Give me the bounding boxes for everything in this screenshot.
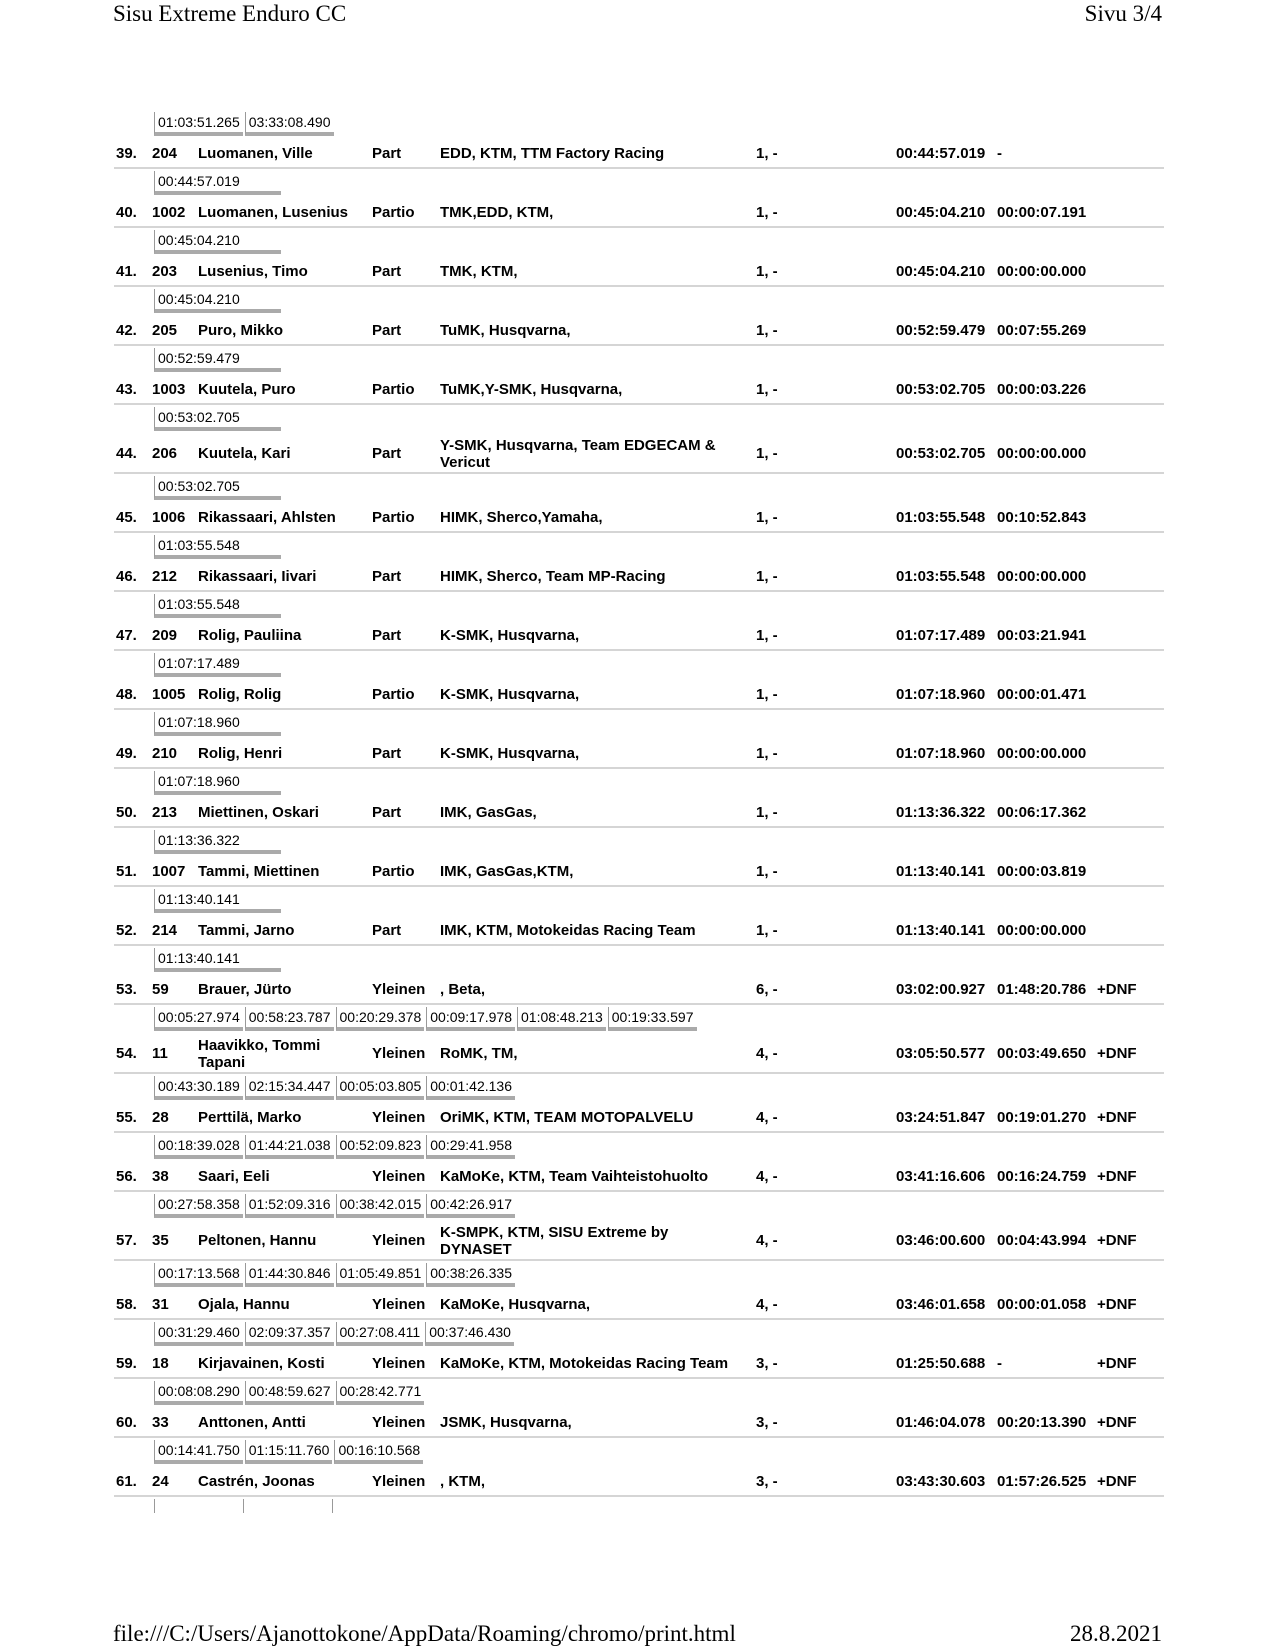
total-time-cell: 00:53:02.705 [896, 445, 986, 462]
bib-number-cell: 35 [152, 1232, 169, 1249]
split-time: 00:31:29.460 [154, 1322, 243, 1346]
rank-cell: 48. [116, 686, 137, 703]
gap-cell: - [997, 145, 1002, 162]
status-cell: +DNF [1097, 1232, 1137, 1249]
rank-cell: 44. [116, 445, 137, 462]
split-times-row [114, 1261, 1164, 1291]
split-time: 00:05:27.974 [154, 1007, 243, 1031]
bib-number-cell: 205 [152, 322, 178, 339]
split-times-row [114, 405, 1164, 435]
laps-cell: 1, - [756, 322, 778, 339]
total-time-cell: 01:25:50.688 [896, 1355, 986, 1372]
bib-number-cell: 204 [152, 145, 178, 162]
split-times-row [114, 592, 1164, 622]
page-number: Sivu 3/4 [1084, 1, 1162, 26]
bib-number-cell: 18 [152, 1355, 169, 1372]
class-cell: Yleinen [372, 1414, 426, 1431]
split-times-row [114, 1192, 1164, 1222]
club-cell: RoMK, TM, [440, 1045, 518, 1062]
split-time: 00:27:58.358 [154, 1194, 243, 1218]
split-times-row [114, 1074, 1164, 1104]
result-row [114, 435, 1164, 474]
bib-number-cell: 11 [152, 1045, 168, 1062]
rank-cell: 59. [116, 1355, 137, 1372]
total-time-cell: 00:44:57.019 [896, 145, 986, 162]
bib-number-cell: 33 [152, 1414, 169, 1431]
split-time: 02:09:37.357 [245, 1322, 334, 1346]
laps-cell: 1, - [756, 922, 778, 939]
total-time-cell: 01:07:18.960 [896, 745, 986, 762]
gap-cell: 00:00:00.000 [997, 445, 1087, 462]
rider-name-cell: Rikassaari, Iivari [198, 568, 317, 585]
split-time: 01:07:18.960 [154, 771, 281, 795]
split-time: 00:45:04.210 [154, 230, 281, 254]
split-times-row [114, 474, 1164, 504]
rank-cell: 53. [116, 981, 137, 998]
result-row [114, 140, 1164, 169]
result-row [114, 1035, 1164, 1074]
class-cell: Yleinen [372, 981, 426, 998]
laps-cell: 1, - [756, 445, 778, 462]
result-row [114, 858, 1164, 887]
rank-cell: 57. [116, 1232, 137, 1249]
bib-number-cell: 214 [152, 922, 178, 939]
class-cell: Yleinen [372, 1168, 426, 1185]
split-time: 01:52:09.316 [245, 1194, 334, 1218]
class-cell: Yleinen [372, 1296, 426, 1313]
split-times-row [114, 651, 1164, 681]
split-times-row [114, 1497, 1164, 1527]
class-cell: Yleinen [372, 1355, 426, 1372]
rank-cell: 42. [116, 322, 137, 339]
split-time: 01:08:48.213 [517, 1007, 606, 1031]
club-cell: KaMoKe, KTM, Motokeidas Racing Team [440, 1355, 729, 1372]
rider-name-cell: Kuutela, Kari [198, 445, 291, 462]
bib-number-cell: 1006 [152, 509, 186, 526]
result-row [114, 799, 1164, 828]
rank-cell: 41. [116, 263, 137, 280]
total-time-cell: 03:43:30.603 [896, 1473, 986, 1490]
club-cell: IMK, KTM, Motokeidas Racing Team [440, 922, 696, 939]
result-row [114, 1468, 1164, 1497]
rank-cell: 43. [116, 381, 137, 398]
gap-cell: 00:00:01.471 [997, 686, 1087, 703]
total-time-cell: 01:07:18.960 [896, 686, 986, 703]
split-time: 00:58:23.787 [245, 1007, 334, 1031]
rank-cell: 39. [116, 145, 137, 162]
total-time-cell: 01:46:04.078 [896, 1414, 986, 1431]
club-cell: JSMK, Husqvarna, [440, 1414, 572, 1431]
result-row [114, 622, 1164, 651]
bib-number-cell: 31 [152, 1296, 169, 1313]
rider-name-cell: Ojala, Hannu [198, 1296, 290, 1313]
laps-cell: 1, - [756, 204, 778, 221]
bib-number-cell: 1007 [152, 863, 186, 880]
split-time: 01:07:17.489 [154, 653, 281, 677]
class-cell: Part [372, 568, 402, 585]
rider-name-cell: Saari, Eeli [198, 1168, 270, 1185]
laps-cell: 1, - [756, 804, 778, 821]
result-row [114, 1291, 1164, 1320]
bib-number-cell: 210 [152, 745, 178, 762]
split-time: 01:07:18.960 [154, 712, 281, 736]
gap-cell: 00:00:03.819 [997, 863, 1087, 880]
class-cell: Part [372, 322, 402, 339]
class-cell: Yleinen [372, 1109, 426, 1126]
rider-name-cell: Rikassaari, Ahlsten [198, 509, 336, 526]
rider-name-cell: Luomanen, Lusenius [198, 204, 349, 221]
split-time: 00:16:10.568 [334, 1440, 423, 1464]
split-time: 00:38:26.335 [426, 1263, 515, 1287]
status-cell: +DNF [1097, 981, 1137, 998]
laps-cell: 1, - [756, 686, 778, 703]
class-cell: Partio [372, 204, 415, 221]
club-cell: KaMoKe, Husqvarna, [440, 1296, 591, 1313]
split-time: 00:52:09.823 [336, 1135, 425, 1159]
rank-cell: 46. [116, 568, 137, 585]
rider-name-cell: Tammi, Jarno [198, 922, 295, 939]
rank-cell: 51. [116, 863, 137, 880]
gap-cell: 00:19:01.270 [997, 1109, 1087, 1126]
footer-date: 28.8.2021 [1070, 1621, 1162, 1646]
split-time: 01:13:40.141 [154, 889, 281, 913]
rank-cell: 50. [116, 804, 137, 821]
bib-number-cell: 1002 [152, 204, 186, 221]
gap-cell: 00:04:43.994 [997, 1232, 1087, 1249]
class-cell: Yleinen [372, 1232, 426, 1249]
laps-cell: 4, - [756, 1296, 778, 1313]
rider-name-cell: Kirjavainen, Kosti [198, 1355, 325, 1372]
split-time: 00:14:41.750 [154, 1440, 243, 1464]
total-time-cell: 00:53:02.705 [896, 381, 986, 398]
total-time-cell: 01:03:55.548 [896, 509, 986, 526]
split-time: 01:13:36.322 [154, 830, 281, 854]
laps-cell: 1, - [756, 145, 778, 162]
gap-cell: 00:00:03.226 [997, 381, 1087, 398]
total-time-cell: 03:46:00.600 [896, 1232, 986, 1249]
split-time: 01:03:51.265 [154, 112, 243, 136]
total-time-cell: 03:02:00.927 [896, 981, 986, 998]
split-time: 00:18:39.028 [154, 1135, 243, 1159]
gap-cell: 00:20:13.390 [997, 1414, 1087, 1431]
result-row [114, 563, 1164, 592]
total-time-cell: 03:41:16.606 [896, 1168, 986, 1185]
split-time: 00:29:41.958 [426, 1135, 515, 1159]
club-cell: , KTM, [440, 1473, 485, 1490]
total-time-cell: 01:13:40.141 [896, 863, 986, 880]
gap-cell: 00:16:24.759 [997, 1168, 1087, 1185]
status-cell: +DNF [1097, 1355, 1137, 1372]
result-row [114, 1409, 1164, 1438]
total-time-cell: 01:13:40.141 [896, 922, 986, 939]
gap-cell: - [997, 1355, 1002, 1372]
split-times-row [114, 228, 1164, 258]
class-cell: Partio [372, 509, 415, 526]
club-cell: TuMK,Y-SMK, Husqvarna, [440, 381, 623, 398]
result-row [114, 681, 1164, 710]
status-cell: +DNF [1097, 1168, 1137, 1185]
split-time: 00:01:42.136 [426, 1076, 515, 1100]
split-time: 00:52:59.479 [154, 348, 281, 372]
rank-cell: 49. [116, 745, 137, 762]
club-cell: IMK, GasGas,KTM, [440, 863, 574, 880]
result-row [114, 1104, 1164, 1133]
rank-cell: 40. [116, 204, 137, 221]
split-times-row [114, 1438, 1164, 1468]
split-times-row [114, 769, 1164, 799]
total-time-cell: 01:03:55.548 [896, 568, 986, 585]
gap-cell: 00:00:07.191 [997, 204, 1087, 221]
result-row [114, 199, 1164, 228]
class-cell: Part [372, 922, 402, 939]
gap-cell: 00:03:21.941 [997, 627, 1087, 644]
club-cell: TMK,EDD, KTM, [440, 204, 554, 221]
split-time: 00:48:59.627 [245, 1381, 334, 1405]
result-row [114, 740, 1164, 769]
class-cell: Partio [372, 381, 415, 398]
gap-cell: 01:48:20.786 [997, 981, 1087, 998]
club-cell: , Beta, [440, 981, 486, 998]
rider-name-cell: Lusenius, Timo [198, 263, 308, 280]
bib-number-cell: 212 [152, 568, 178, 585]
laps-cell: 4, - [756, 1168, 778, 1185]
split-time: 00:09:17.978 [426, 1007, 515, 1031]
rank-cell: 54. [116, 1045, 137, 1062]
split-time: 01:03:55.548 [154, 594, 281, 618]
page-header-title: Sisu Extreme Enduro CC [113, 1, 347, 26]
total-time-cell: 03:24:51.847 [896, 1109, 986, 1126]
class-cell: Part [372, 263, 402, 280]
bib-number-cell: 24 [152, 1473, 169, 1490]
club-cell: K-SMK, Husqvarna, [440, 686, 580, 703]
club-cell: Y-SMK, Husqvarna, Team EDGECAM & Vericut [440, 436, 716, 471]
result-row [114, 258, 1164, 287]
rank-cell: 56. [116, 1168, 137, 1185]
rank-cell: 61. [116, 1473, 137, 1490]
split-time: 02:15:34.447 [245, 1076, 334, 1100]
bib-number-cell: 59 [152, 981, 169, 998]
rider-name-cell: Rolig, Henri [198, 745, 283, 762]
club-cell: K-SMK, Husqvarna, [440, 627, 580, 644]
class-cell: Part [372, 745, 402, 762]
club-cell: TMK, KTM, [440, 263, 518, 280]
split-time: 01:44:21.038 [245, 1135, 334, 1159]
total-time-cell: 03:46:01.658 [896, 1296, 986, 1313]
gap-cell: 00:07:55.269 [997, 322, 1087, 339]
split-time: 00:53:02.705 [154, 476, 281, 500]
result-row [114, 1222, 1164, 1261]
bib-number-cell: 213 [152, 804, 178, 821]
gap-cell: 00:03:49.650 [997, 1045, 1087, 1062]
split-time: 00:38:42.015 [336, 1194, 425, 1218]
club-cell: K-SMK, Husqvarna, [440, 745, 580, 762]
result-row [114, 376, 1164, 405]
laps-cell: 1, - [756, 263, 778, 280]
bib-number-cell: 38 [152, 1168, 169, 1185]
rank-cell: 52. [116, 922, 137, 939]
laps-cell: 4, - [756, 1045, 778, 1062]
laps-cell: 3, - [756, 1473, 778, 1490]
split-time: 00:20:29.378 [336, 1007, 425, 1031]
total-time-cell: 03:05:50.577 [896, 1045, 986, 1062]
bib-number-cell: 206 [152, 445, 178, 462]
rider-name-cell: Puro, Mikko [198, 322, 284, 339]
bib-number-cell: 209 [152, 627, 178, 644]
club-cell: KaMoKe, KTM, Team Vaihteistohuolto [440, 1168, 709, 1185]
bib-number-cell: 28 [152, 1109, 169, 1126]
rider-name-cell: Anttonen, Antti [198, 1414, 306, 1431]
split-time: 01:44:30.846 [245, 1263, 334, 1287]
laps-cell: 4, - [756, 1109, 778, 1126]
gap-cell: 00:00:01.058 [997, 1296, 1087, 1313]
total-time-cell: 00:52:59.479 [896, 322, 986, 339]
bib-number-cell: 1005 [152, 686, 186, 703]
total-time-cell: 01:07:17.489 [896, 627, 986, 644]
status-cell: +DNF [1097, 1473, 1137, 1490]
split-time: 00:44:57.019 [154, 171, 281, 195]
split-time: 00:08:08.290 [154, 1381, 243, 1405]
club-cell: K-SMPK, KTM, SISU Extreme by DYNASET [440, 1223, 669, 1258]
status-cell: +DNF [1097, 1296, 1137, 1313]
total-time-cell: 00:45:04.210 [896, 263, 986, 280]
laps-cell: 3, - [756, 1414, 778, 1431]
rider-name-cell: Peltonen, Hannu [198, 1232, 317, 1249]
split-time: 00:42:26.917 [426, 1194, 515, 1218]
club-cell: HIMK, Sherco,Yamaha, [440, 509, 603, 526]
class-cell: Partio [372, 686, 415, 703]
rank-cell: 45. [116, 509, 137, 526]
gap-cell: 00:00:00.000 [997, 263, 1087, 280]
split-time: 00:19:33.597 [608, 1007, 697, 1031]
bib-number-cell: 1003 [152, 381, 186, 398]
rider-name-cell: Tammi, Miettinen [198, 863, 320, 880]
gap-cell: 00:06:17.362 [997, 804, 1087, 821]
split-times-row [114, 1379, 1164, 1409]
result-row [114, 976, 1164, 1005]
result-row [114, 1350, 1164, 1379]
split-time: 00:28:42.771 [336, 1381, 425, 1405]
laps-cell: 3, - [756, 1355, 778, 1372]
results-table [114, 110, 1164, 1527]
split-time: 00:43:30.189 [154, 1076, 243, 1100]
split-time-empty [243, 1499, 330, 1513]
split-time: 03:33:08.490 [245, 112, 334, 136]
club-cell: TuMK, Husqvarna, [440, 322, 571, 339]
split-times-row [114, 1005, 1164, 1035]
split-times-row [114, 828, 1164, 858]
rider-name-cell: Rolig, Pauliina [198, 627, 302, 644]
club-cell: IMK, GasGas, [440, 804, 537, 821]
class-cell: Part [372, 627, 402, 644]
rank-cell: 58. [116, 1296, 137, 1313]
rider-name-cell: Brauer, Jürto [198, 981, 292, 998]
gap-cell: 00:10:52.843 [997, 509, 1087, 526]
laps-cell: 4, - [756, 1232, 778, 1249]
rider-name-cell: Perttilä, Marko [198, 1109, 302, 1126]
split-times-row [114, 1320, 1164, 1350]
laps-cell: 1, - [756, 863, 778, 880]
rider-name-cell: Castrén, Joonas [198, 1473, 315, 1490]
laps-cell: 6, - [756, 981, 778, 998]
split-time: 01:13:40.141 [154, 948, 281, 972]
footer-file-path: file:///C:/Users/Ajanottokone/AppData/Roaming/chromo/print.html [113, 1621, 736, 1646]
split-time-empty [332, 1499, 419, 1513]
split-time: 01:05:49.851 [336, 1263, 425, 1287]
split-time: 00:27:08.411 [336, 1322, 424, 1346]
gap-cell: 00:00:00.000 [997, 745, 1087, 762]
bib-number-cell: 203 [152, 263, 178, 280]
club-cell: HIMK, Sherco, Team MP-Racing [440, 568, 666, 585]
split-times-row [114, 169, 1164, 199]
gap-cell: 00:00:00.000 [997, 568, 1087, 585]
class-cell: Part [372, 145, 402, 162]
split-times-row [114, 287, 1164, 317]
laps-cell: 1, - [756, 568, 778, 585]
result-row [114, 1163, 1164, 1192]
total-time-cell: 00:45:04.210 [896, 204, 986, 221]
split-time: 01:03:55.548 [154, 535, 281, 559]
split-time: 00:05:03.805 [336, 1076, 425, 1100]
status-cell: +DNF [1097, 1109, 1137, 1126]
split-times-row [114, 346, 1164, 376]
laps-cell: 1, - [756, 627, 778, 644]
rider-name-cell: Miettinen, Oskari [198, 804, 319, 821]
class-cell: Part [372, 445, 402, 462]
club-cell: OriMK, KTM, TEAM MOTOPALVELU [440, 1109, 694, 1126]
status-cell: +DNF [1097, 1045, 1137, 1062]
split-time: 01:15:11.760 [245, 1440, 333, 1464]
split-times-row [114, 946, 1164, 976]
club-cell: EDD, KTM, TTM Factory Racing [440, 145, 665, 162]
split-time: 00:37:46.430 [425, 1322, 514, 1346]
split-times-row [114, 1133, 1164, 1163]
laps-cell: 1, - [756, 381, 778, 398]
rank-cell: 55. [116, 1109, 137, 1126]
class-cell: Partio [372, 863, 415, 880]
split-time: 00:53:02.705 [154, 407, 281, 431]
class-cell: Part [372, 804, 402, 821]
laps-cell: 1, - [756, 509, 778, 526]
result-row [114, 317, 1164, 346]
split-times-row [114, 533, 1164, 563]
class-cell: Yleinen [372, 1045, 426, 1062]
split-time: 00:17:13.568 [154, 1263, 243, 1287]
total-time-cell: 01:13:36.322 [896, 804, 986, 821]
rider-name-cell: Kuutela, Puro [198, 381, 296, 398]
split-times-row [114, 887, 1164, 917]
rider-name-cell: Luomanen, Ville [198, 145, 313, 162]
rank-cell: 60. [116, 1414, 137, 1431]
laps-cell: 1, - [756, 745, 778, 762]
split-time-empty [154, 1499, 241, 1513]
result-row [114, 917, 1164, 946]
split-times-row [114, 110, 1164, 140]
gap-cell: 00:00:00.000 [997, 922, 1087, 939]
rider-name-cell: Haavikko, Tommi Tapani [198, 1036, 321, 1071]
gap-cell: 01:57:26.525 [997, 1473, 1087, 1490]
split-time: 00:45:04.210 [154, 289, 281, 313]
result-row [114, 504, 1164, 533]
rank-cell: 47. [116, 627, 137, 644]
split-times-row [114, 710, 1164, 740]
status-cell: +DNF [1097, 1414, 1137, 1431]
rider-name-cell: Rolig, Rolig [198, 686, 282, 703]
class-cell: Yleinen [372, 1473, 426, 1490]
